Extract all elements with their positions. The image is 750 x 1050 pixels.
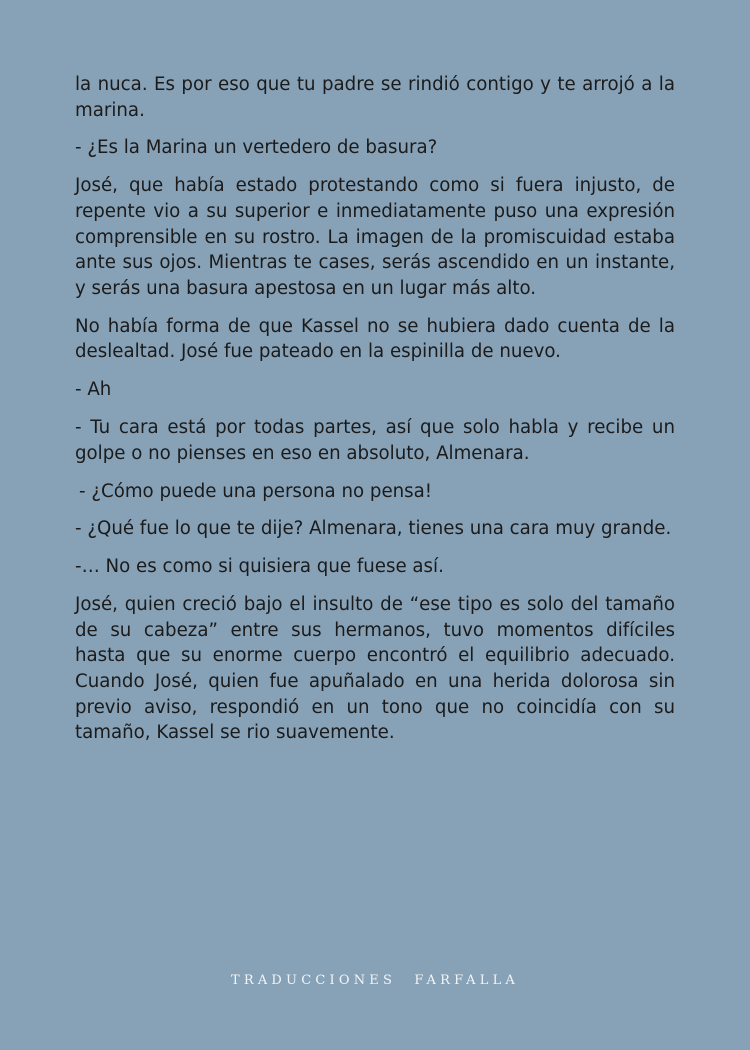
page-footer-credit: TRADUCCIONES FARFALLA [230, 973, 519, 988]
paragraph: No había forma de que Kassel no se hubiera dado cuenta de la deslealtad. José fue pateado en la espinilla de nuevo. [75, 315, 675, 363]
dialogue-line: - Ah [75, 379, 112, 401]
paragraph: la nuca. Es por eso que tu padre se rindió contigo y te arrojó a la marina. [75, 74, 675, 121]
dialogue-line: - ¿Es la Marina un vertedero de basura? [75, 137, 438, 159]
paragraph: José, quien creció bajo el insulto de “ese tipo es solo del tamaño de su cabeza” entre sus hermanos, tuvo momentos difíciles hasta que su enorme cuerpo encontró el equilibrio adecuado. Cuando José, quien fue apuñalado en una herida dolorosa sin previo aviso, respondió en un tono que no coincidía con su tamaño, Kassel se rio suavemente. [75, 594, 675, 744]
page-body-text [75, 72, 675, 758]
paragraph: José, que había estado protestando como si fuera injusto, de repente vio a su superior e inmediatamente puso una expresión comprensible en su rostro. La imagen de la promiscuidad estaba ante sus ojos. Mientras te cases, serás ascendido en un instante, y serás una basura apestosa en un lugar más alto. [75, 175, 675, 299]
dialogue-line: - Tu cara está por todas partes, así que solo habla y recibe un golpe o no pienses en eso en absoluto, Almenara. [75, 417, 675, 464]
dialogue-line: -… No es como si quisiera que fuese así. [75, 556, 444, 578]
dialogue-line: - ¿Qué fue lo que te dije? Almenara, tienes una cara muy grande. [75, 518, 672, 540]
dialogue-line: - ¿Cómo puede una persona no pensa! [79, 480, 433, 502]
